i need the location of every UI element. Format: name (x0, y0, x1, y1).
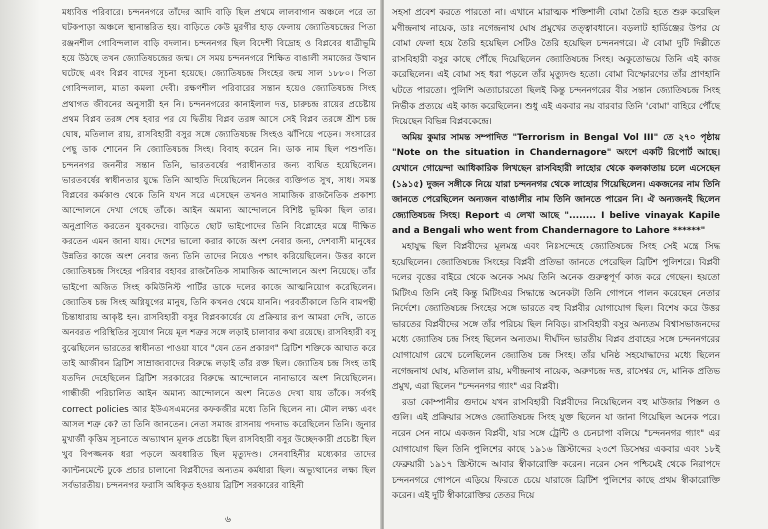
body-paragraph: সহসা প্রবেশ করতে পারতো না। এখানে মারাত্মক শক্তিশালী বোমা তৈরি হতে শুরু করেছিল মণীন্দ্রনাথ নায়েক, ডাঃ নগেন্দ্রনাথ ঘোষ প্রমুখের তত্ত্বাবধানে। বড়লাট হার্ডিঞ্জের উপর যে বোমা ফেলা হয়ে তৈরি হয়েছিল সেটিও তৈরি হয়েছিল চন্দননগরে। ঐ বোমা দুটি দিল্লীতে রাসবিহারী বসুর কাছে পৌঁছে দিয়েছিলেন জ্যোতিষচন্দ্র সিংহ। অকুতোভয়ে তিনি এই কাজ করেছিলেন। এই বোমা সহ ধরা পড়লে তাঁর মৃত্যুদণ্ড হতো। বোমা বিস্ফোরণের তাঁর প্রাণহানি ঘটতে পারতো। পুলিশি অত্যাচারতো ছিলই কিন্তু চন্দননগরের বীর সন্তান জ্যোতিষচন্দ্র সিংহ নির্ভীক প্রত্যয়ে এই কাজ করেছিলেন। শুধু এই একবার নয় বারবার তিনি 'বোমা' বাহিরে পৌঁছে দিয়েছেন বিভিন্ন বিপ্লবকেন্দ্রে। (392, 8, 720, 128)
body-paragraph: মহাযুদ্ধ ছিল বিপ্লবীদের মূলমন্ত্র এবং নিঃসন্দেহে জ্যোতিষচন্দ্র সিংহ সেই মন্ত্রে সিদ্ধ হয়েছিলেন। জ্যোতিষচন্দ্র সিংহের বিপ্লবী প্রতিভা জানতে পেরেছিল ব্রিটিশ পুলিশরে। বিপ্লবী দলের বৃত্তের বাইরে থেকে অনেক সময় তিনি অনেক গুরুত্বপূর্ণ কাজ করে গেছেন। হয়তো মিটিংএ তিনি নেই কিন্তু মিটিংএর সিদ্ধান্তে অনেকটা তিনি গোপনে পালন করেছেন নেতার নির্দেশে। জ্যোতিষচন্দ্র সিংহের সঙ্গে ভারতে বহু বিপ্লবীর যোগাযোগ ছিল। বিশেষ করে উত্তর ভারতের বিপ্লবীদের সঙ্গে তাঁর পরিচয় ছিল নিবিড়। রাসবিহারী বসুর অন্যতম বিশ্বাসভাজনদের মধ্যে জ্যোতিষ চন্দ্র সিংহ ছিলেন অন্যতম। দীর্ঘদিন ভারতীয় বিপ্লব প্রবাহের সঙ্গে চন্দননগরের যোগাযোগ রেখে চলেছিলেন জ্যোতিষ চন্দ্র সিংহ। তাঁর ঘনিষ্ঠ সহযোদ্ধাদের মধ্যে ছিলেন নগেন্দ্রনাথ ঘোষ, মতিলাল রায়, মণীন্দ্রনাথ নায়েক, অরুণচন্দ্র দত্ত, রাসেশ্বর দে, মানিক প্রতিভ প্রমুখ, এরা ছিলেন "চন্দননগর গ্যাং" এর বিপ্লবী। (392, 241, 720, 393)
left-page (0, 0, 382, 529)
page-number: ৬ (225, 515, 231, 525)
body-paragraph: রডা কোম্পানীর গুদামে যখন রাসবিহারী বিপ্লবীদের নিয়েছিলেন বহু মাউজার পিস্তল ও গুলি। এই প্রক্রিয়ার সঙ্গেও জ্যোতিষচন্দ্র সিংহ যুক্ত ছিলেন যা জানা গিয়েছিল অনেক পরে। নরেন সেন নামে একজন বিপ্লবী, যার সঙ্গে ট্রেন্টি ও চেনচাপা বলিয়ে "চন্দননগর গ্যাং" এর যোগাযোগ ছিল তিনি পুলিশের কাছে ১৯১৬ খ্রিস্টাব্দের ২৩শে ডিসেম্বর একবার এবং ১৮ই ফেব্রুয়ারী ১৯১৭ খ্রিস্টাব্দে আবার স্বীকারোক্তি করেন। নরেন সেন পশ্চিমেই থেকে নিরাপদে চন্দননগরে গোপনে এড়িয়ে ফিরতে চেয়ে যারাজে ব্রিটিশ পুলিশের কাছে প্রথম স্বীকারোক্তি করেন। এই দুটি স্বীকারোক্তির তেতর দিয়ে (392, 397, 720, 502)
page-edge-shadow (0, 0, 40, 529)
body-paragraph: মধ্যবিত্ত পরিবারে। চন্দননগরে তাঁদের আদি বাড়ি ছিল প্রথমে লালবাগান অঞ্চলে পরে তা ঘটকপাড়া অঞ্চলে স্থানান্তরিত হয়। বাড়িতে কেউ মুরগীর হাড় ফেলায় জ্যোতিষচন্দ্রের পিতা রঞ্জনশীল গোবিন্দলাল বাড়ি বদলান। চন্দননগর ছিল বিদেশী বিদ্রোহ ও বিপ্লবের ধাত্রীভূমি হয়ে উঠছে তখন জ্যোতিষচন্দ্রের জন্ম। সে সময় চন্দননগরে শিক্ষিত বাঙালী সমাজের উত্থান ঘটেছে এবং বিপ্লব বাদের সূচনা হয়েছে। জ্যোতিষচন্দ্র সিংহের জন্ম সাল ১৮৮০। পিতা গোবিন্দলাল, মাতা কমলা দেবী। রক্ষণশীল পরিবারের সন্তান হয়েও জ্যোতিষচন্দ্র সিংহ প্রথাগত জীবনের অনুসারী হন নি। চন্দননগরের কানাইলাল দত্ত, চারুচন্দ্র রায়ের প্রচেষ্টায় প্রথম বিপ্লব তরঙ্গ শেষ হবার পর যে দ্বিতীয় বিপ্লব তরঙ্গ আসে সেই বিপ্লব তরঙ্গে শ্রীশ চন্দ্র ঘোষ, মতিলাল রায়, রাসবিহারী বসুর সঙ্গে জ্যোতিষচন্দ্র সিংহও ঝাঁপিয়ে পড়েন। সংসারের পেছু ডাক শোনেন নি জ্যোতিষচন্দ্র সিংহ। বিবাহ করেন নি। ডাক নাম ছিল পশুপতি। চন্দননগর জননীর সন্তান তিনি, ভারতবর্ষের পরাধীনতার জন্য ব্যথিত হয়েছিলেন। ভারতবর্ষের স্বাধীনতার যুদ্ধে তিনি আহুতি দিয়েছিলেন নিজের ব্যক্তিগত সুখ, সাধ। সমস্ত বিপ্লবের কর্মকাণ্ড থেকে তিনি যখন সরে এসেছেন তখনও সামাজিক রাজনৈতিক প্রকাশ্য আন্দোলনে দেখা গেছে তাঁকে। আইন অমান্য আন্দোলনে বিশিষ্ট ভূমিকা ছিল তার। অনুপ্রাণিত করতেন যুবকদের। বাড়িতে ছোট ভাইপোদের তিনি বিপ্লোহের মন্ত্রে দীক্ষিত করতেন এমন জানা যায়। দেশের ভালো করার কাজে অংশ নেবার জন্য, দেশবাসী মানুষের উন্নতির কাজে অংশ নেবার জন্য তিনি তাদের নিয়েও পশ্চাৎ করিয়েছিলেন। উত্তর কালে জ্যোতিষচন্দ্র সিংহের পরিবার বহাবর রাজনৈতিক সামাজিক আন্দোলনে অংশ নিয়েছে। তাঁর ভাইপো অজিত সিংহ কমিউনিস্ট পার্টির ডাকে দলের কাজে আত্মনিয়োগ করেছিলেন। জ্যোতিষ চন্দ্র সিংহ অগ্নিযুগের মানুষ, তিনি কখনও থেমে যাননি। পরবর্তীকালে তিনি বামপন্থী চিন্তাধারায় আকৃষ্ট হন। রাসবিহারী বসুর বিপ্লবকার্যের যে প্রক্রিয়ার রূপ আমরা দেখি, তাতে অনবরত পরিস্থিতির সুযোগ নিয়ে মূল শত্রুর সঙ্গে লড়াই চালাবার কথা রয়েছে। রাসবিহারী বসু বুঝেছিলেন ভারতের স্বাধীনতা পাওয়া যাবে "যেন তেন প্রকারণ" ব্রিটিশ শক্তিকে আঘাত করে তাই আজীবন ব্রিটিশ সাম্রাজ্যবাদের বিরুদ্ধে লড়াই তাঁর রক্ত ছিল। জ্যোতিষ চন্দ্র সিংহ তাই যতদিন দেহেছিলেন ব্রিটিশ সরকারের বিরুদ্ধে আন্দোলনে নানাভাবে অংশ নিয়েছিলেন। গান্ধীজী পরিচালিত আইন অমান্য আন্দোলনে অংশ নিতেও দেখা যায় তাঁকে। সর্বগই correct policies আর ইউএসএমনের কফকজীর মধ্যে তিনি ছিলেন না। মৌল লক্ষ্য এবং আসল শত্রু কে? তা তিনি জানতেন। নেতা সমাজ রাসনায় পদনাভ করেছিলেন তিনি। জুনার মুখার্জী কৃত্তিম সূচনাতে অভ্যাথান মূলক প্রচেষ্টা ছিল রাসবিহারী বসুর উচ্ছেদকারী প্রচেষ্টা ছিল খুব বিপজ্জনক ধরা পড়লে অবধারিত ছিল মৃত্যুদণ্ড। সেনবাহিনীর মধ্যেকার তাদের ক্যান্টনমেন্টে ঢুকে প্রচার চালানো বিপ্লবীদের অন্যতম কর্মধারা ছিল। অভ্যুত্থানের লক্ষ্য ছিল সর্বভারতীয়। চন্দননগর ফরাসি অধিকৃত হওয়ায় ব্রিটিশ সরকারের বাহিনী (62, 8, 376, 491)
right-page (384, 0, 768, 529)
left-text-column (62, 6, 376, 494)
body-paragraph: অমিয় কুমার সামন্ত সম্পাদিত "Terrorism in Bengal Vol III" তে ২৭০ পৃষ্ঠায় "Note on the situation in Chandernagore" অংশে একটি রিপোর্ট আছে। যেখানে গোয়েন্দা আধিকারিক লিখছেন রাসবিহারী লাহোর থেকে কলকাতায় চলে এসেছেন (১৯১৫) দুজন সঙ্গীকে নিয়ে যারা চন্দননগর থেকে লাহোর গিয়েছিলেন। একজনের নাম তিনি জানতে পেরেছিলেন অন্যজন বাঙালীর নাম তিনি জানতে পারেন নি। ঐ অন্যজনই ছিলেন জ্যোতিষচন্দ্র সিংহ। Report এ লেখা আছে "........ I belive vinayak Kapile and a Bengali who went from Chandernagore to Lahore ******" (392, 132, 720, 237)
right-text-column (392, 6, 720, 505)
